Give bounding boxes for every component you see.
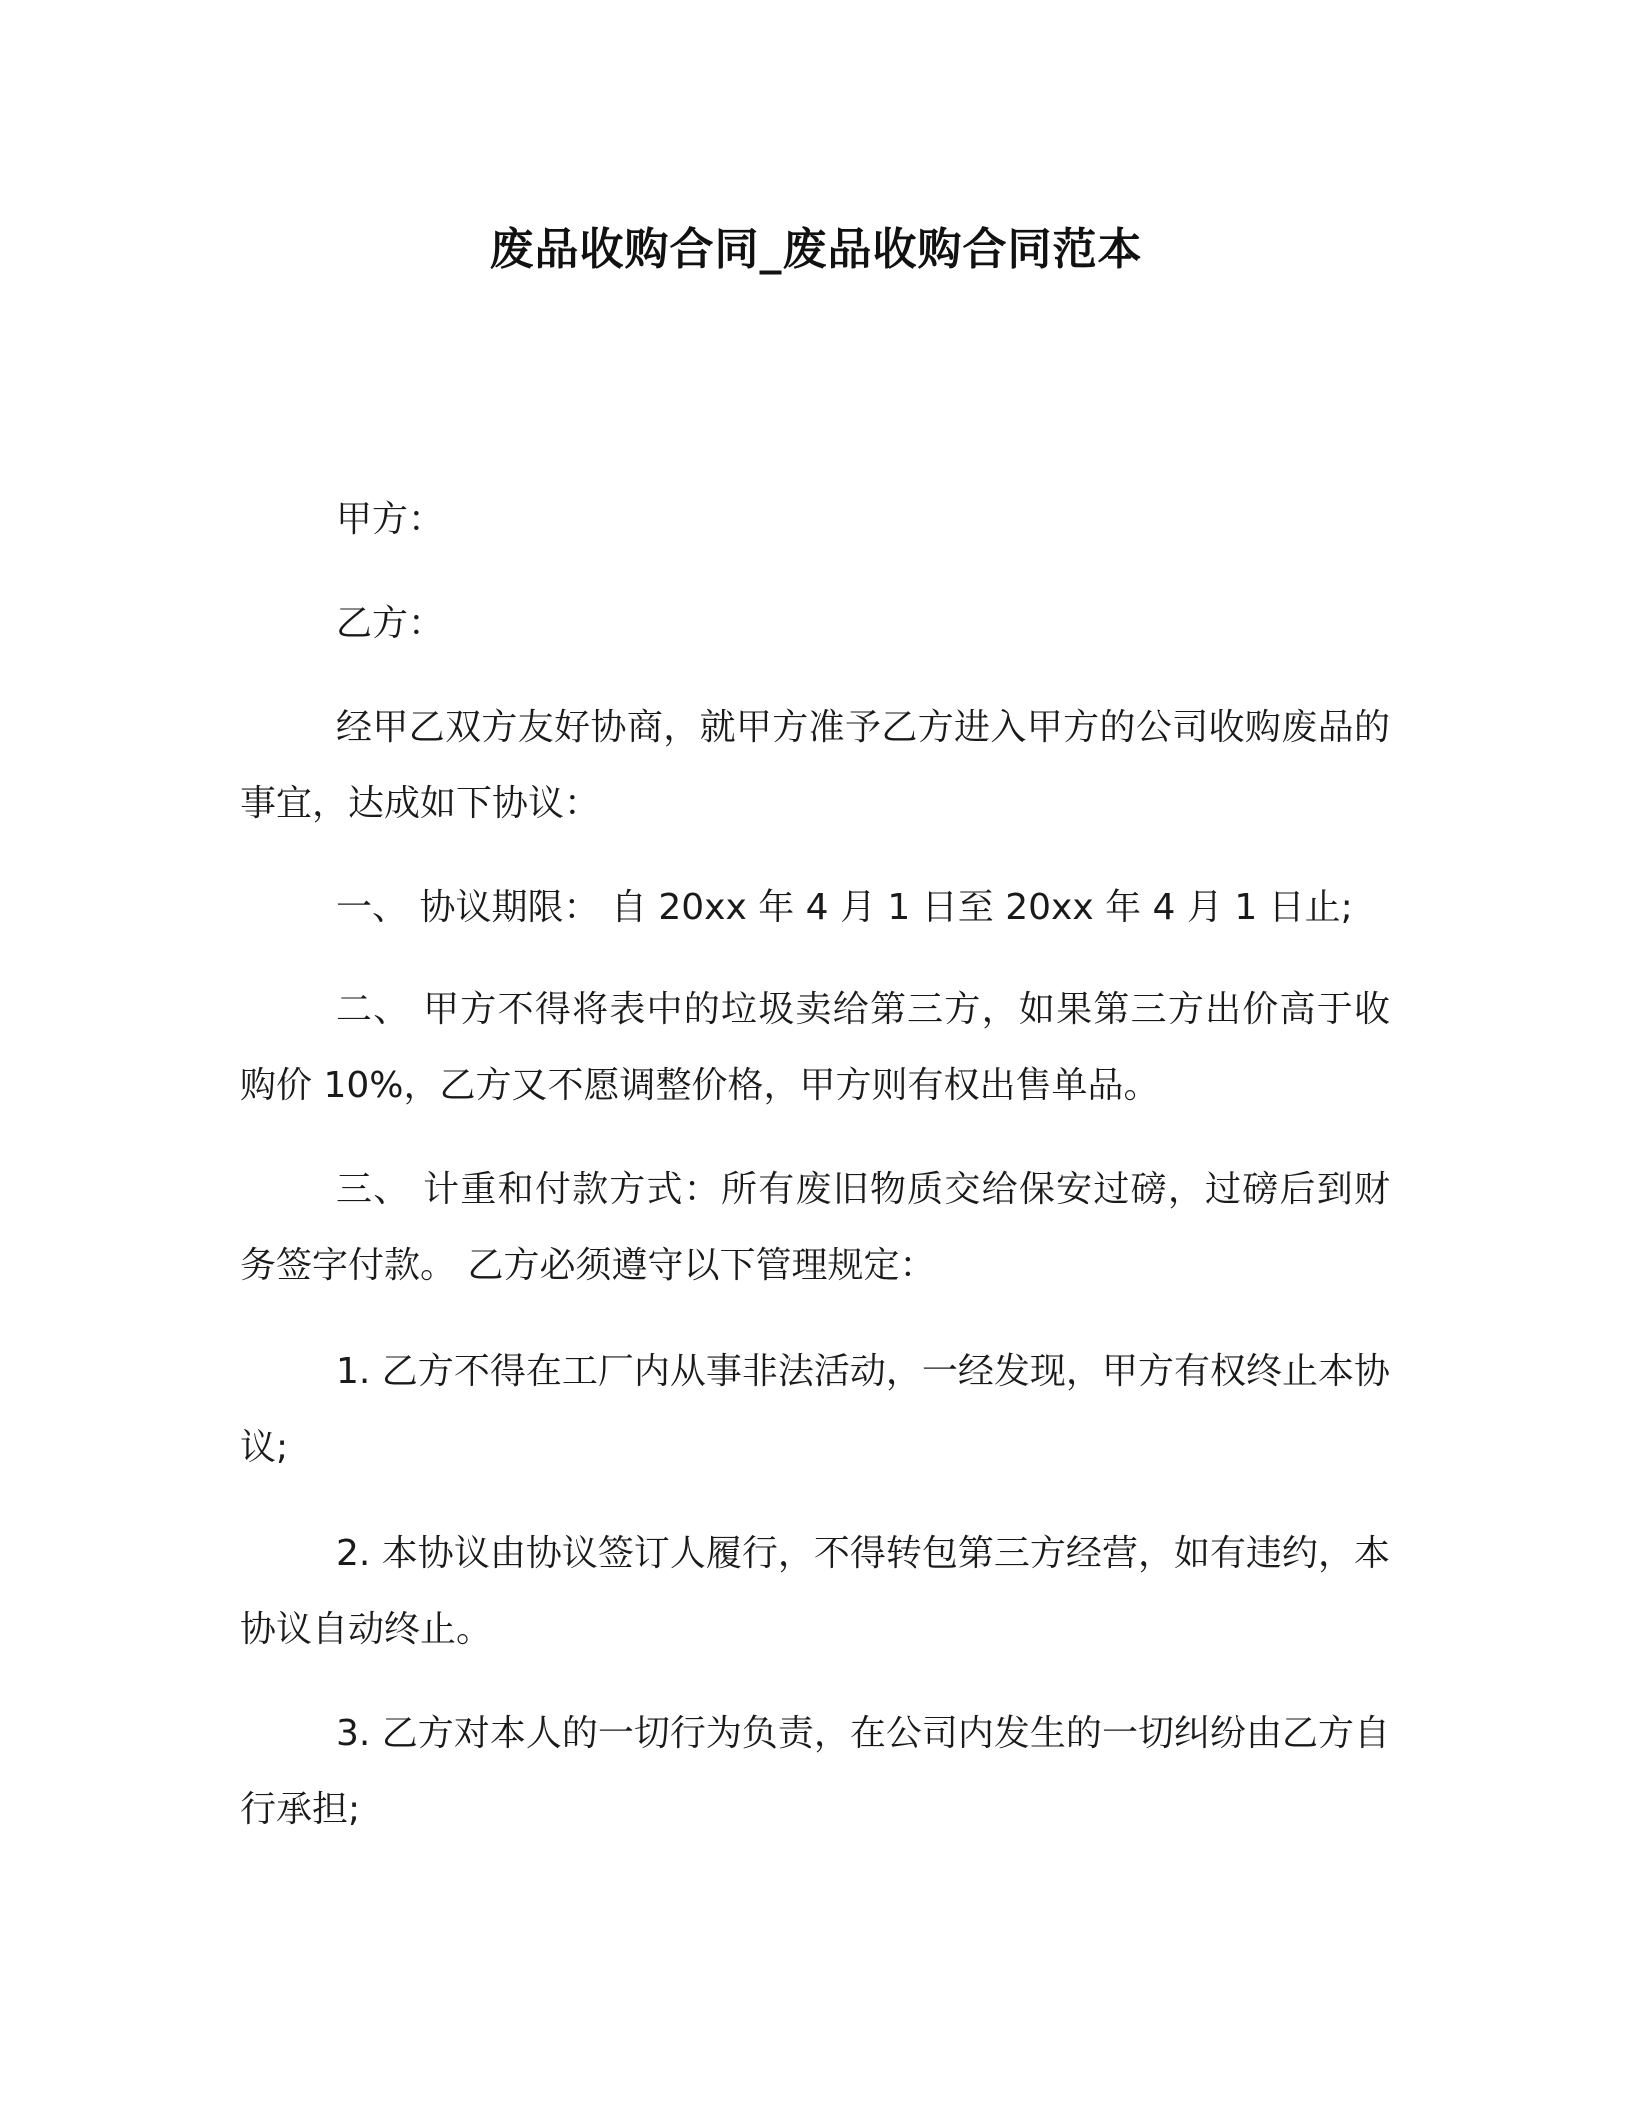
rule-item-3: 3. 乙方对本人的一切行为负责，在公司内发生的一切纠纷由乙方自行承担; (240, 1713, 1390, 1830)
party-a-label: 甲方： (336, 499, 445, 540)
party-b-label: 乙方： (336, 603, 445, 644)
clause-payment: 三、 计重和付款方式：所有废旧物质交给保安过磅，过磅后到财务签字付款。 乙方必须遵守以下管理规定： (240, 1169, 1390, 1286)
clause-third-party: 二、 甲方不得将表中的垃圾卖给第三方，如果第三方出价高于收购价 10%，乙方又不愿调整价格，甲方则有权出售单品。 (240, 989, 1390, 1106)
rule-item-1: 1. 乙方不得在工厂内从事非法活动，一经发现，甲方有权终止本协议; (240, 1351, 1390, 1468)
document-title: 废品收购合同_废品收购合同范本 (489, 224, 1143, 275)
rule-item-2: 2. 本协议由协议签订人履行，不得转包第三方经营，如有违约，本协议自动终止。 (240, 1533, 1390, 1650)
clause-term: 一、 协议期限： 自 20xx 年 4 月 1 日至 20xx 年 4 月 1 日止; (336, 887, 1353, 928)
intro-paragraph: 经甲乙双方友好协商，就甲方准予乙方进入甲方的公司收购废品的事宜，达成如下协议： (240, 707, 1390, 824)
